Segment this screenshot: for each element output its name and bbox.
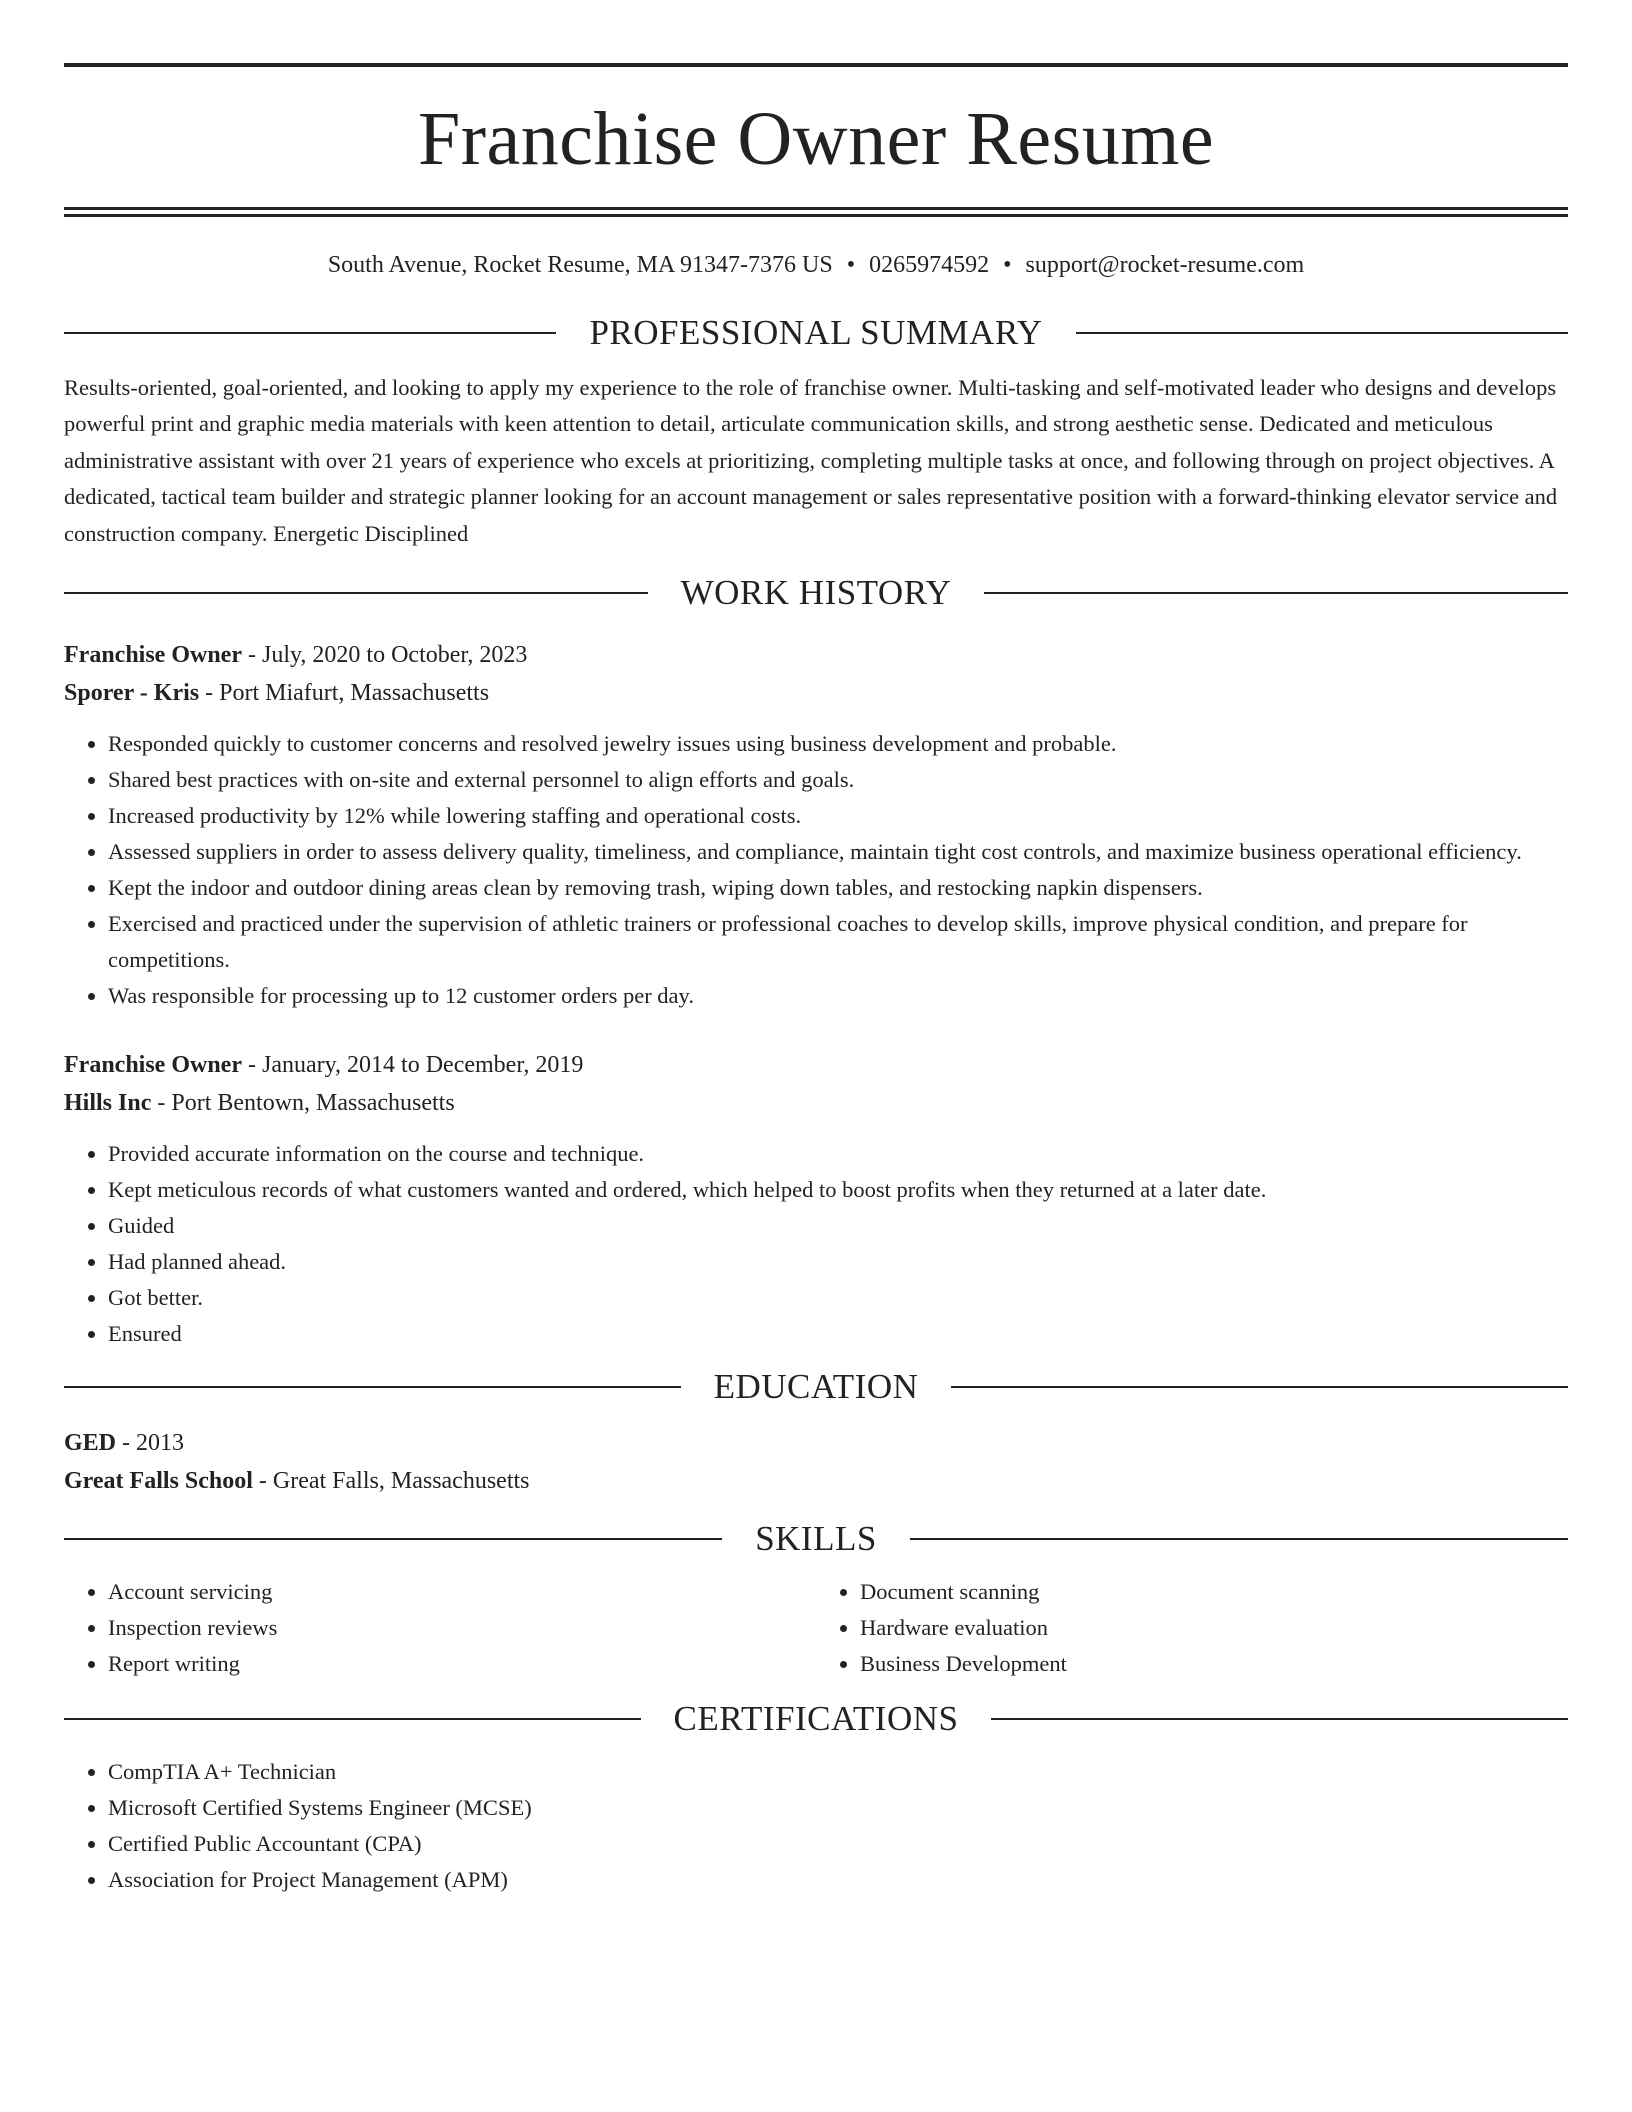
list-item: • Responded quickly to customer concerns and resolved jewelry issues using business development and probable. [108, 726, 1568, 762]
list-item: • Guided [108, 1208, 1568, 1244]
contact-email: support@rocket-resume.com [1025, 252, 1305, 278]
skills-right-list [816, 1574, 1568, 1682]
page-title: Franchise Owner Resume [417, 97, 1215, 181]
job-bullets [64, 726, 1568, 1014]
education-heading [64, 1362, 1568, 1412]
separator-dot: • [1003, 252, 1012, 278]
list-item: • Increased productivity by 12% while lowering staffing and operational costs. [108, 798, 1568, 834]
job-title: Franchise Owner [64, 642, 242, 669]
list-item: • Ensured [108, 1316, 1568, 1352]
list-item: • Kept the indoor and outdoor dining areas clean by removing trash, wiping down tables, and restocking napkin dispensers. [108, 870, 1568, 906]
skills-left-list [64, 1574, 816, 1682]
job-title: Franchise Owner [64, 1052, 242, 1079]
summary-text: Results-oriented, goal-oriented, and looking to apply my experience to the role of franchise owner. Multi-tasking and self-motivated leader who designs and develops powerful print and graphic media materials with keen attention to detail, articulate communication skills, and strong aesthetic sense. Dedicated and meticulous administrative assistant with over 21 years of experience who excels at prioritizing, completing multiple tasks at once, and following through on project objectives. A dedicated, tactical team builder and strategic planner looking for an account management or sales representative position with a forward-thinking elevator service and construction company. Energetic Disciplined [64, 374, 1558, 546]
school-location: - Great Falls, Massachusetts [252, 1468, 530, 1495]
list-item: • Association for Project Management (APM) [108, 1862, 1568, 1898]
job-location: - Port Miafurt, Massachusetts [199, 680, 490, 707]
job-company-line [64, 674, 1568, 712]
job-company: Sporer - Kris [64, 680, 200, 707]
skills-heading-text: SKILLS [755, 1519, 877, 1559]
job-entry [64, 636, 1568, 1014]
list-item: • Microsoft Certified Systems Engineer (MCSE) [108, 1790, 1568, 1826]
title-double-rule [64, 207, 1568, 217]
education-entry [64, 1424, 1568, 1500]
work-history-heading-text: WORK HISTORY [680, 573, 952, 613]
job-company-line [64, 1084, 1568, 1122]
list-item: • Kept meticulous records of what customers wanted and ordered, which helped to boost profits when they returned at a later date. [108, 1172, 1568, 1208]
list-item: • Account servicing [108, 1574, 816, 1610]
skills-grid [64, 1574, 1568, 1682]
job-title-line [64, 1046, 1568, 1084]
list-item: • Business Development [860, 1646, 1568, 1682]
job-bullets [64, 1136, 1568, 1352]
certifications-heading [64, 1694, 1568, 1744]
list-item: • Inspection reviews [108, 1610, 816, 1646]
separator-dot: • [846, 252, 856, 278]
certifications-heading-text: CERTIFICATIONS [673, 1699, 959, 1739]
top-rule [64, 63, 1568, 67]
job-company: Hills Inc [64, 1090, 152, 1117]
job-dates: - January, 2014 to December, 2019 [241, 1052, 584, 1079]
summary-heading-text: PROFESSIONAL SUMMARY [589, 312, 1043, 352]
list-item: • Was responsible for processing up to 12 customer orders per day. [108, 978, 1568, 1014]
list-item: • Document scanning [860, 1574, 1568, 1610]
list-item: • Assessed suppliers in order to assess delivery quality, timeliness, and compliance, maintain tight cost controls, and maximize business operational efficiency. [108, 834, 1568, 870]
education-heading-text: EDUCATION [713, 1367, 919, 1407]
list-item: • Provided accurate information on the course and technique. [108, 1136, 1568, 1172]
contact-address: South Avenue, Rocket Resume, MA 91347-7376 US [327, 252, 833, 278]
list-item: • Hardware evaluation [860, 1610, 1568, 1646]
contact-line [64, 251, 1568, 280]
list-item: • Certified Public Accountant (CPA) [108, 1826, 1568, 1862]
work-history-heading [64, 568, 1568, 618]
contact-phone: 0265974592 [869, 252, 990, 278]
list-item: • Exercised and practiced under the supervision of athletic trainers or professional coaches to develop skills, improve physical condition, and prepare for competitions. [108, 906, 1568, 978]
certifications-list [64, 1754, 1568, 1898]
list-item: • Report writing [108, 1646, 816, 1682]
list-item: • Shared best practices with on-site and external personnel to align efforts and goals. [108, 762, 1568, 798]
list-item: • CompTIA A+ Technician [108, 1754, 1568, 1790]
job-entry [64, 1046, 1568, 1352]
job-dates: - July, 2020 to October, 2023 [241, 642, 528, 669]
job-location: - Port Bentown, Massachusetts [151, 1090, 455, 1117]
school-name: Great Falls School [64, 1468, 253, 1495]
list-item: • Got better. [108, 1280, 1568, 1316]
degree-line [64, 1424, 1568, 1462]
skills-heading [64, 1514, 1568, 1564]
school-line [64, 1462, 1568, 1500]
list-item: • Had planned ahead. [108, 1244, 1568, 1280]
job-title-line [64, 636, 1568, 674]
degree-year: - 2013 [116, 1430, 185, 1457]
summary-heading [64, 308, 1568, 358]
degree: GED [64, 1430, 117, 1457]
